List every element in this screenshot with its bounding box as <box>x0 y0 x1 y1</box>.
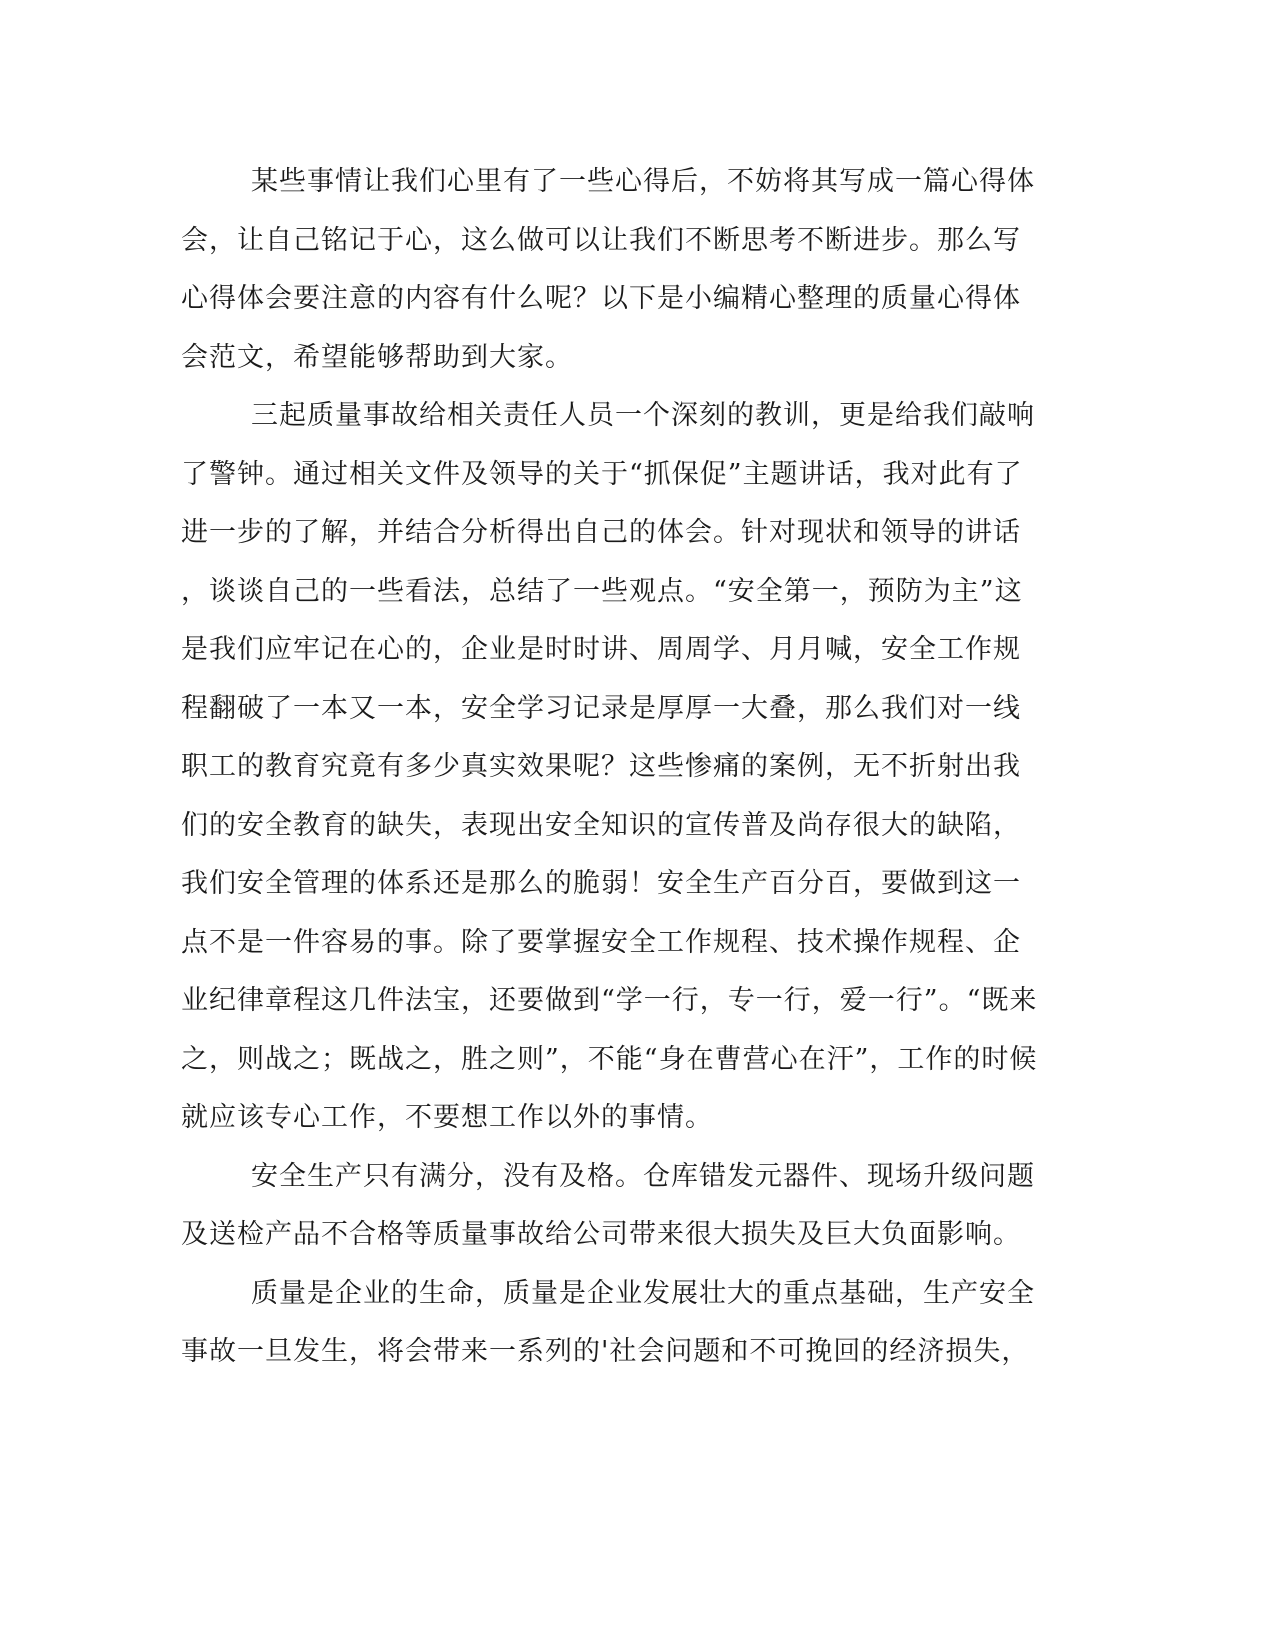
paragraph-4-line-1: 质量是企业的生命，质量是企业发展壮大的重点基础，生产安全 <box>251 1278 1035 1309</box>
paragraph-2-line-2: 了警钟。通过相关文件及领导的关于“抓保促”主题讲话，我对此有了 <box>181 459 1023 490</box>
paragraph-1-line-2: 会，让自己铭记于心，这么做可以让我们不断思考不断进步。那么写 <box>181 225 1021 256</box>
paragraph-3-line-1: 安全生产只有满分，没有及格。仓库错发元器件、现场升级问题 <box>251 1161 1035 1192</box>
paragraph-1-line-1: 某些事情让我们心里有了一些心得后，不妨将其写成一篇心得体 <box>251 166 1035 197</box>
paragraph-4-line-2: 事故一旦发生，将会带来一系列的'社会问题和不可挽回的经济损失， <box>181 1336 1030 1367</box>
paragraph-2-line-3: 进一步的了解，并结合分析得出自己的体会。针对现状和领导的讲话 <box>181 517 1021 548</box>
paragraph-2-line-12: 之，则战之；既战之，胜之则”，不能“身在曹营心在汗”，工作的时候 <box>181 1044 1038 1075</box>
paragraph-2-line-13: 就应该专心工作，不要想工作以外的事情。 <box>181 1102 713 1133</box>
paragraph-1-line-3: 心得体会要注意的内容有什么呢？以下是小编精心整理的质量心得体 <box>181 283 1021 314</box>
paragraph-2-line-1: 三起质量事故给相关责任人员一个深刻的教训，更是给我们敲响 <box>251 400 1035 431</box>
paragraph-3-line-2: 及送检产品不合格等质量事故给公司带来很大损失及巨大负面影响。 <box>181 1219 1021 1250</box>
paragraph-2-line-5: 是我们应牢记在心的，企业是时时讲、周周学、月月喊，安全工作规 <box>181 634 1021 665</box>
paragraph-2-line-8: 们的安全教育的缺失，表现出安全知识的宣传普及尚存很大的缺陷， <box>181 810 1021 841</box>
paragraph-2-line-9: 我们安全管理的体系还是那么的脆弱！安全生产百分百，要做到这一 <box>181 868 1021 899</box>
paragraph-2-line-11: 业纪律章程这几件法宝，还要做到“学一行，专一行，爱一行”。“既来 <box>181 985 1038 1016</box>
paragraph-1-line-4: 会范文，希望能够帮助到大家。 <box>181 342 573 373</box>
paragraph-2-line-6: 程翻破了一本又一本，安全学习记录是厚厚一大叠，那么我们对一线 <box>181 693 1021 724</box>
paragraph-2-line-7: 职工的教育究竟有多少真实效果呢？这些惨痛的案例，无不折射出我 <box>181 751 1021 782</box>
paragraph-2-line-10: 点不是一件容易的事。除了要掌握安全工作规程、技术操作规程、企 <box>181 927 1021 958</box>
paragraph-2-line-4: ，谈谈自己的一些看法，总结了一些观点。“安全第一，预防为主”这 <box>181 576 1023 607</box>
